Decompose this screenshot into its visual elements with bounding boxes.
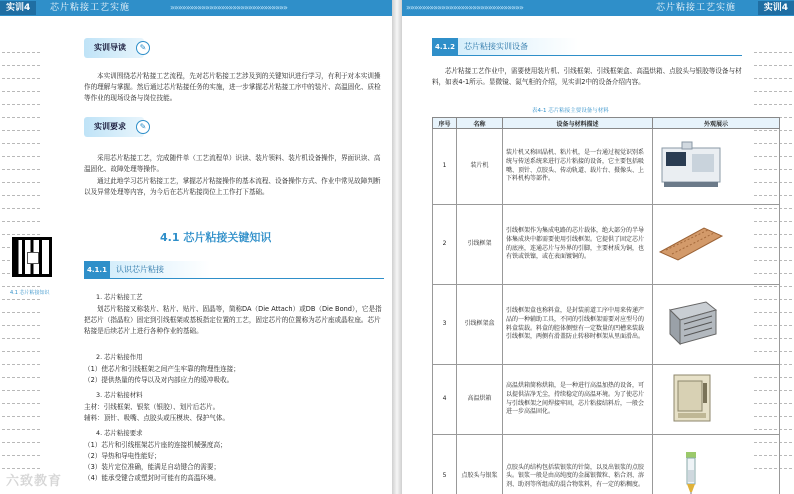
magazine-image [653, 285, 780, 365]
s1-heading: 1. 芯片粘接工艺 [96, 293, 143, 301]
subsection-number: 4.1.1 [84, 261, 110, 279]
die-bonder-image [653, 129, 780, 205]
right-page [402, 0, 794, 494]
header-title: 芯片粘接工艺实施 [50, 3, 131, 13]
intro-text: 芯片粘接工艺作业中，需要使用装片机、引线框架、引线框架盒、高温烘箱、点胶头与银胶等设备与材料，如表4-1所示。显微镜、氮气柜的介绍，见实训2中的设备介绍内容。 [432, 67, 742, 86]
chapter-tag: 实训4 [758, 1, 794, 15]
s3-heading: 3. 芯片粘接材料 [96, 391, 143, 399]
requirement-text-1: 采用芯片粘接工艺，完成随件单（工艺流程单）识读、装片领料、装片机设备操作，界面识读、高温固化、故障处理等操作。 [84, 154, 381, 173]
s4-line-4: （4）能承受键合或塑封时可能有的高温环境。 [84, 474, 221, 482]
col-header-desc: 设备与材料描述 [503, 118, 653, 129]
subsection-label: 认识芯片粘接 [110, 261, 210, 279]
subsection-number: 4.1.2 [432, 38, 458, 56]
s2-line-2: （2）提供热量的传导以及对内部应力的缓冲吸收。 [84, 376, 234, 384]
s2-line-1: （1）使芯片和引线框架之间产生牢靠的物理性连接； [84, 365, 240, 373]
table-row: 1 装片机 装片机又称固晶机、粘片机，是一台通过视觉识别系统与传送系统来进行芯片粘接的设备，它主要包括吸嘴、顶针、点胶头、传动轨道、载片台、摄像头、上下料机构等部件。 [433, 129, 780, 205]
table-row: 4 高温烘箱 高温烘箱简称烘箱，是一种进行高温加热的设备，可以提供洁净无尘，持续稳定的高温环境。为了使芯片与引线框架之间焊接牢固，芯片粘接结料后，一般会进一步高温固化。 [433, 365, 780, 435]
pen-icon: ✎ [136, 120, 150, 134]
qr-code[interactable] [12, 237, 52, 277]
s3-line-1: 主材：引线框架、银浆（银胶）、划片后芯片。 [84, 403, 220, 411]
dispenser-image [653, 435, 780, 494]
s2-heading: 2. 芯片粘接作用 [96, 353, 143, 361]
col-header-no: 序号 [433, 118, 457, 129]
right-header-bar [402, 0, 794, 16]
equipment-table [432, 117, 780, 494]
qr-caption: 4.1 芯片粘接知识 [10, 290, 50, 296]
chapter-tag: 实训4 [0, 1, 36, 15]
subsection-bar [432, 38, 742, 56]
guide-tag: 实训导读 ✎ [84, 38, 144, 58]
table-row: 5 点胶头与银浆 点胶头的结构包括装银浆的针筒，以及出银浆的点胶头。银浆一般是由高纯度的金属银微粒、粘合剂、溶剂、助剂等所组成的混合物浆料，有一定的粘稠度。 [433, 435, 780, 494]
oven-image [653, 365, 780, 435]
subsection-label: 芯片粘接实训设备 [458, 38, 578, 56]
book-gutter [392, 0, 402, 494]
table-caption: 表4-1 芯片粘接主要设备与材料 [532, 108, 609, 114]
s4-line-2: （2）导热和导电性能好； [84, 452, 161, 460]
left-page [0, 0, 392, 494]
col-header-image: 外观展示 [653, 118, 780, 129]
s4-heading: 4. 芯片粘接要求 [96, 429, 143, 437]
s4-line-1: （1）芯片和引线框架芯片座的连接机械强度高； [84, 441, 227, 449]
table-row: 3 引线框架盒 引线框架盒也称料盒，是封装前道工序中用来传递产品的一种辅助工具，不同的引线框架需要对应型号的料盒装载。料盒的腔体侧壁有一定数量的凹槽来装载引线框架，两侧有滑盖防止转移时框架从里面滑出。 [433, 285, 780, 365]
s1-text: 划芯片粘接又称装片、粘片、贴片、固晶等，简称DA（Die Attach）或DB（Die Bond），它是指把芯片（指晶粒）固定到引线框架或基板指定位置的工艺，固定芯片的位置称为芯片座或晶粒座。芯片粘接是后续芯片上进行各种作业的基础。 [84, 305, 382, 335]
subsection-bar [84, 261, 384, 279]
watermark: 六致教育 [6, 474, 63, 489]
header-title: 芯片粘接工艺实施 [656, 3, 737, 13]
arrow-decoration: »»»»»»»»»»»»»»»»»»»»»»»»»»»»»» [170, 3, 287, 12]
s4-line-3: （3）装片定位准确，能满足自动键合的需要； [84, 463, 221, 471]
arrow-decoration: »»»»»»»»»»»»»»»»»»»»»»»»»»»»»» [406, 3, 523, 12]
pen-icon: ✎ [136, 41, 150, 55]
col-header-name: 名称 [457, 118, 503, 129]
requirement-text-2: 通过此地学习芯片粘接工艺，掌握芯片粘接操作的基本流程、设备操作方式、作业中常见故障判断以及异常处理等内容，为今后在芯片粘接岗位上工作打下基础。 [84, 177, 381, 196]
guide-text: 本实训围绕芯片粘接工艺流程，先对芯片粘接工艺涉及到的关键知识进行学习，有利于对本实训操作的理解与掌握。然后通过芯片粘接任务的实施，进一步掌握芯片粘接工序中的装片、高温固化、质检等作业的现场设备与岗位技能。 [84, 72, 381, 102]
section-heading: 4.1 芯片粘接关键知识 [160, 231, 272, 244]
left-header-bar [0, 0, 392, 16]
requirement-tag: 实训要求 ✎ [84, 117, 144, 137]
s3-line-2: 辅料：顶针、吸嘴、点胶头或压模块、保护气体。 [84, 414, 230, 422]
table-row: 2 引线框架 引线框架作为集成电路的芯片载体，绝大部分的半导体集成块中都需要使用引线框架。它提供了固定芯片的底座，连通芯片与外界的引脚，主要材质为铜，也有铁或铁镍，或在表面镀铜的。 [433, 205, 780, 285]
lead-frame-image [653, 205, 780, 285]
